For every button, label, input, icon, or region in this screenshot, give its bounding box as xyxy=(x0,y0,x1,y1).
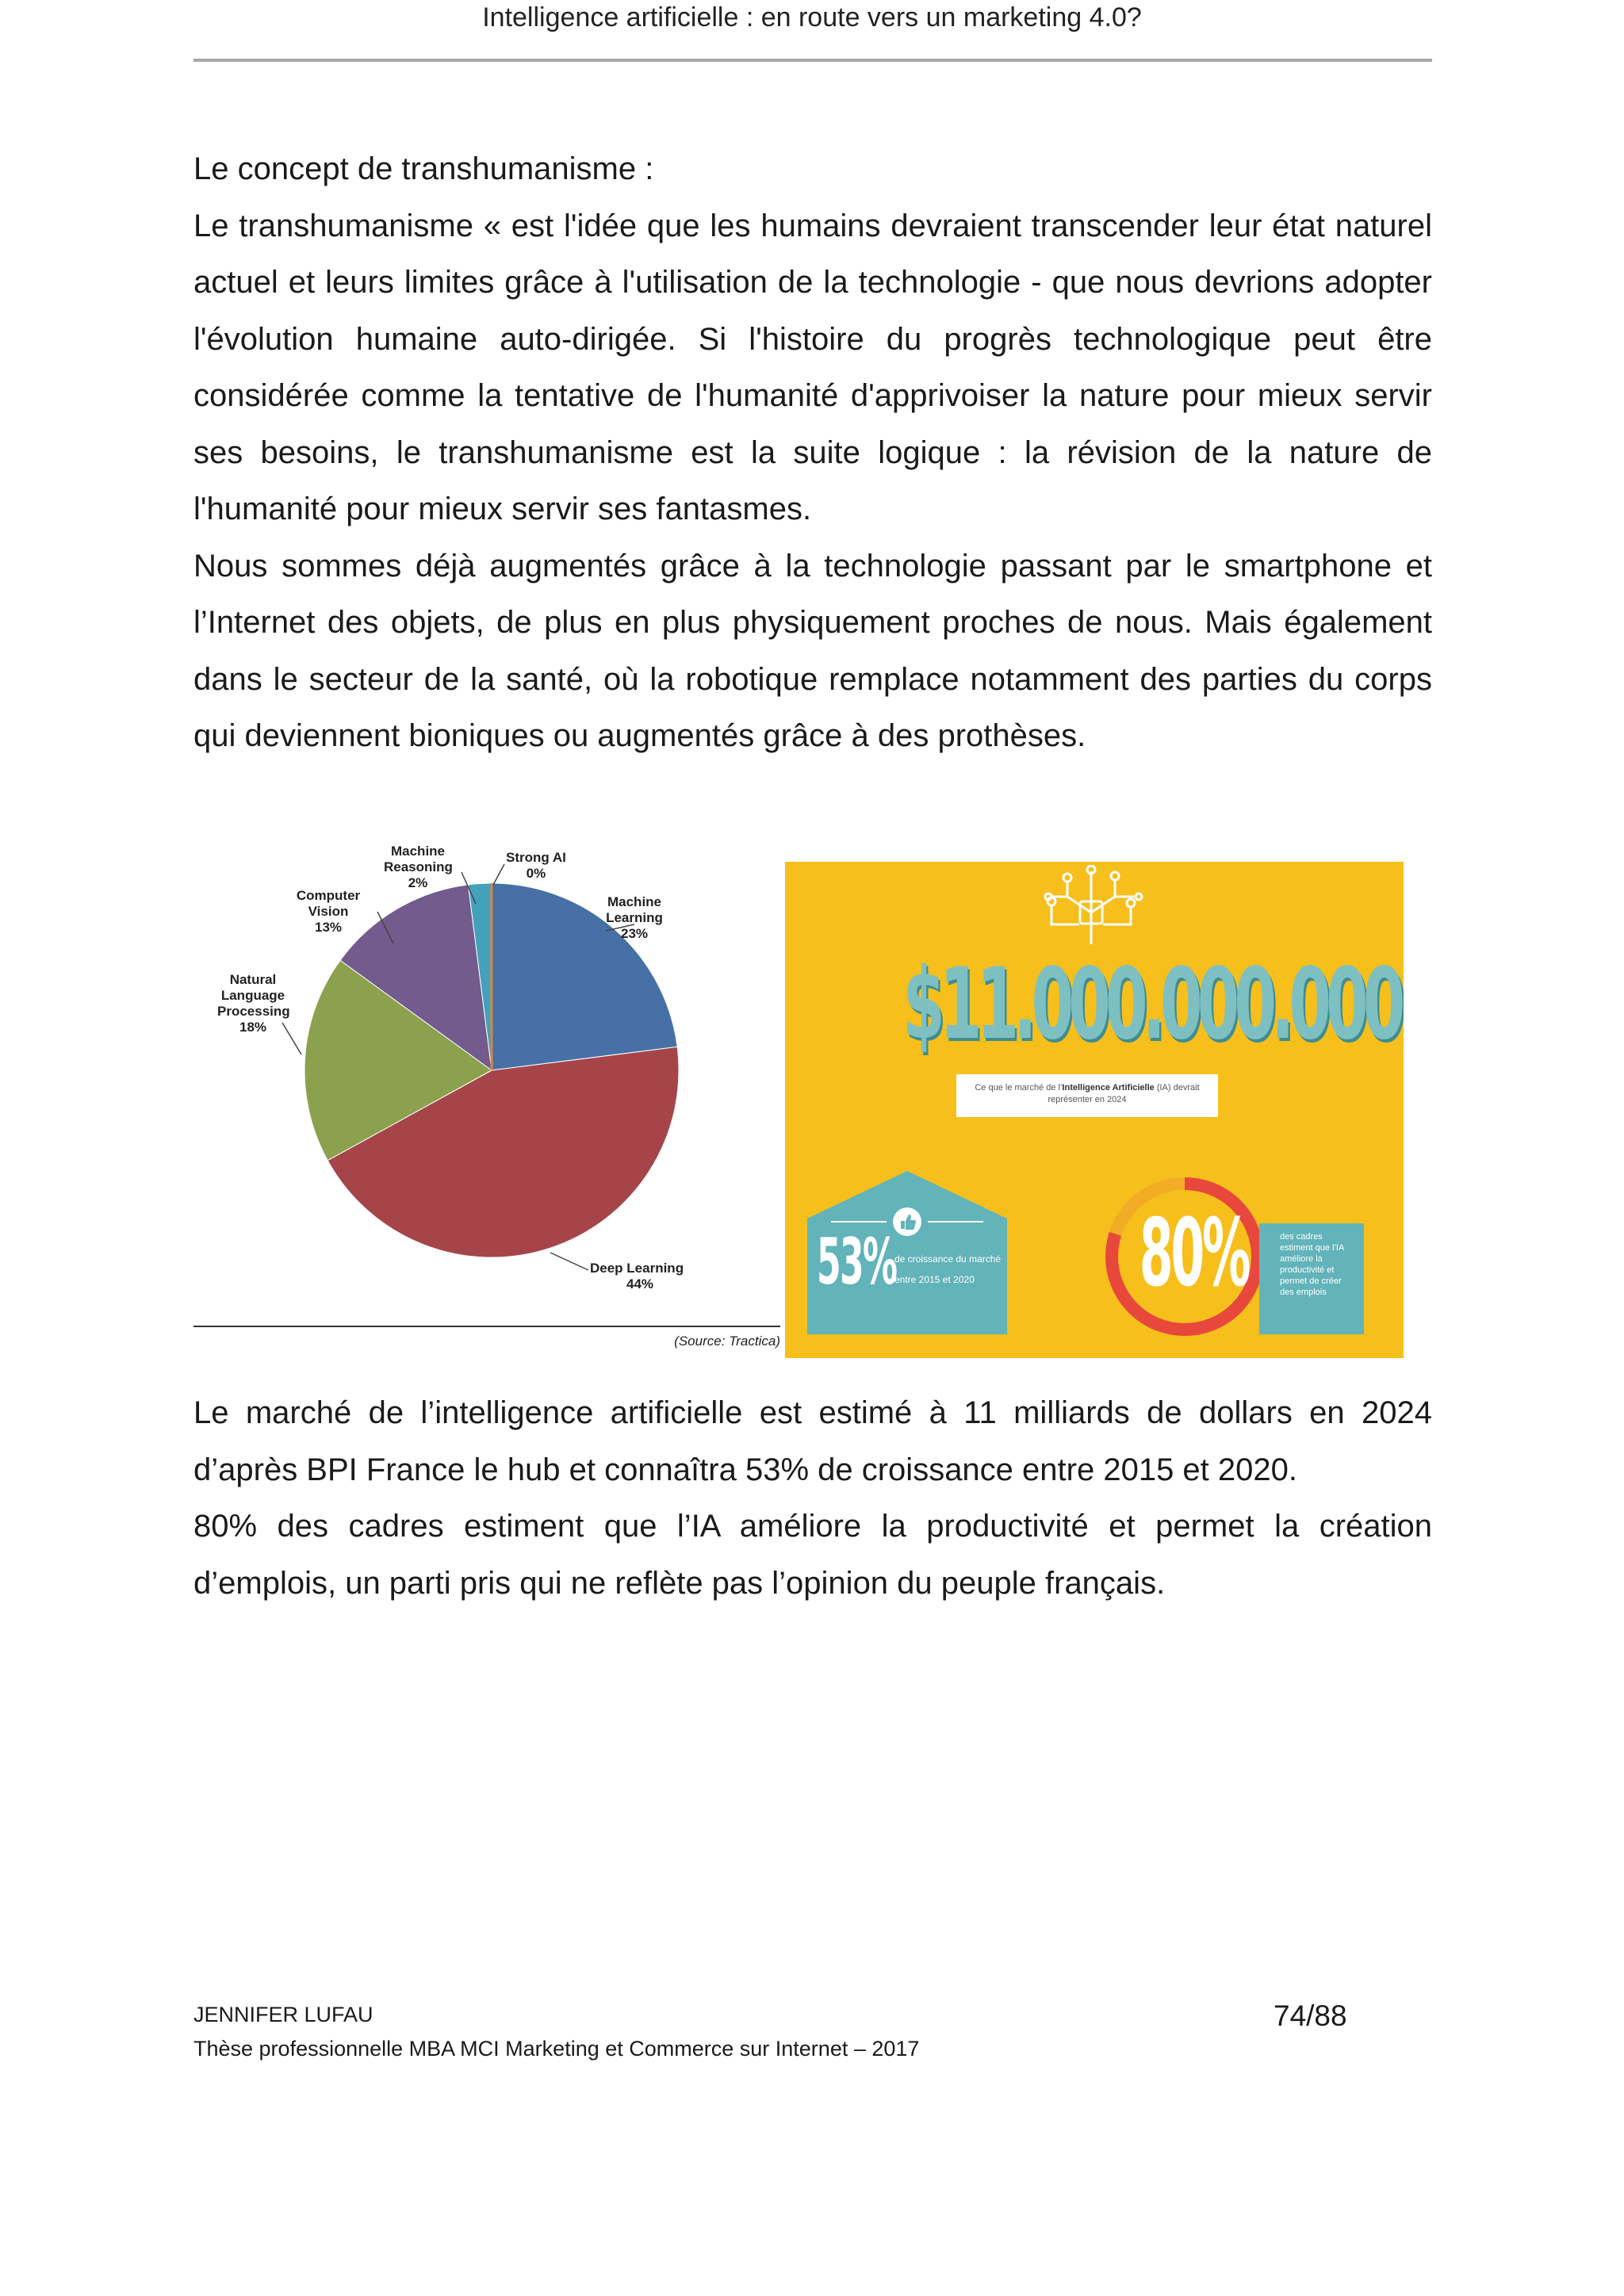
footer-thesis-title: Thèse professionnelle MBA MCI Marketing et Commerce sur Internet – 2017 xyxy=(193,2037,920,2061)
paragraph-definition: Le transhumanisme « est l'idée que les humains devraient transcender leur état naturel actuel et leurs limites grâce à l'utilisation de la technologie - que nous devrions adopter l'évolution humaine auto-dirigée. Si l'histoire du progrès technologique peut être considérée comme la tentative de l'humanité d'apprivoiser la nature pour mieux servir ses besoins, le transhumanisme est la suite logique : la révision de la nature de l'humanité pour mieux servir ses fantasmes. xyxy=(193,208,1432,526)
figure-source-rule xyxy=(193,1326,780,1327)
pie-slice-strong-ai-leader-line xyxy=(493,864,504,885)
section-heading: Le concept de transhumanisme : xyxy=(193,151,654,186)
market-caption-bold: Intelligence Artificielle xyxy=(1062,1083,1155,1093)
section-marche xyxy=(193,1385,1432,1612)
pie-label-deep-learning-name: Deep Learning xyxy=(590,1261,684,1276)
page-number: 74/88 xyxy=(1274,1999,1347,2032)
pie-label-machine-learning-name: Machine Learning xyxy=(606,894,663,925)
pie-slice-deep-learning-leader-line xyxy=(550,1253,588,1270)
pie-label-machine-reasoning-name: Machine Reasoning xyxy=(384,844,453,874)
pie-label-machine-reasoning-value: 2% xyxy=(408,875,428,890)
market-amount: $11.000.000.000 xyxy=(902,947,1400,1062)
cadres-percentage: 80% xyxy=(1139,1198,1249,1307)
paragraph-cadres-opinion: 80% des cadres estiment que l’IA améliore la productivité et permet la création d’emplois, un parti pris qui ne reflète pas l’opinion du peuple français. xyxy=(193,1509,1432,1601)
market-caption-prefix: Ce que le marché de l’ xyxy=(975,1083,1063,1093)
header-rule xyxy=(193,59,1432,62)
market-caption xyxy=(956,1074,1218,1117)
circuit-brain-icon xyxy=(1028,865,1155,952)
paragraph-augmentation: Nous sommes déjà augmentés grâce à la technologie passant par le smartphone et l’Internet des objets, de plus en plus physiquement proches de nous. Mais également dans le secteur de la santé, où la robotique remplace notamment des parties du corps qui deviennent bioniques ou augmentés grâce à des prothèses. xyxy=(193,548,1432,753)
ai-market-pie-chart xyxy=(193,832,780,1356)
pie-label-nlp-value: 18% xyxy=(239,1020,267,1035)
cadres-description: des cadres estiment que l’IA améliore la productivité et permet de créer des emplois xyxy=(1259,1223,1364,1334)
pie-label-machine-learning xyxy=(606,894,663,942)
pie-label-nlp xyxy=(217,972,289,1035)
market-caption-suffix: (IA) devrait représenter en 2024 xyxy=(1048,1083,1200,1104)
pie-label-computer-vision xyxy=(295,888,362,936)
pie-label-machine-reasoning xyxy=(384,844,452,891)
pie-label-computer-vision-value: 13% xyxy=(314,920,343,935)
pie-label-strong-ai xyxy=(506,850,566,882)
figure-source: (Source: Tractica) xyxy=(674,1334,780,1349)
section-transhumanisme xyxy=(193,141,1432,765)
ai-market-infographic xyxy=(785,862,1404,1358)
pie-label-computer-vision-name: Computer Vision xyxy=(296,888,361,919)
pie-label-deep-learning-value: 44% xyxy=(626,1276,654,1292)
pie-chart-canvas xyxy=(193,832,780,1324)
growth-percentage: 53% xyxy=(817,1225,897,1299)
pie-label-strong-ai-name: Strong AI xyxy=(506,850,566,865)
footer-author: JENNIFER LUFAU xyxy=(193,2003,373,2026)
running-header: Intelligence artificielle : en route vers un marketing 4.0? xyxy=(482,2,1142,33)
paragraph-market-size: Le marché de l’intelligence artificielle est estimé à 11 milliards de dollars en 2024 d’après BPI France le hub et connaîtra 53% de croissance entre 2015 et 2020. xyxy=(193,1395,1432,1487)
pie-label-nlp-name: Natural Language Processing xyxy=(217,972,290,1019)
growth-description: de croissance du marché entre 2015 et 2020 xyxy=(894,1253,1002,1285)
pie-label-deep-learning xyxy=(590,1261,684,1292)
pie-label-machine-learning-value: 23% xyxy=(620,926,649,941)
pie-label-strong-ai-value: 0% xyxy=(526,866,546,881)
